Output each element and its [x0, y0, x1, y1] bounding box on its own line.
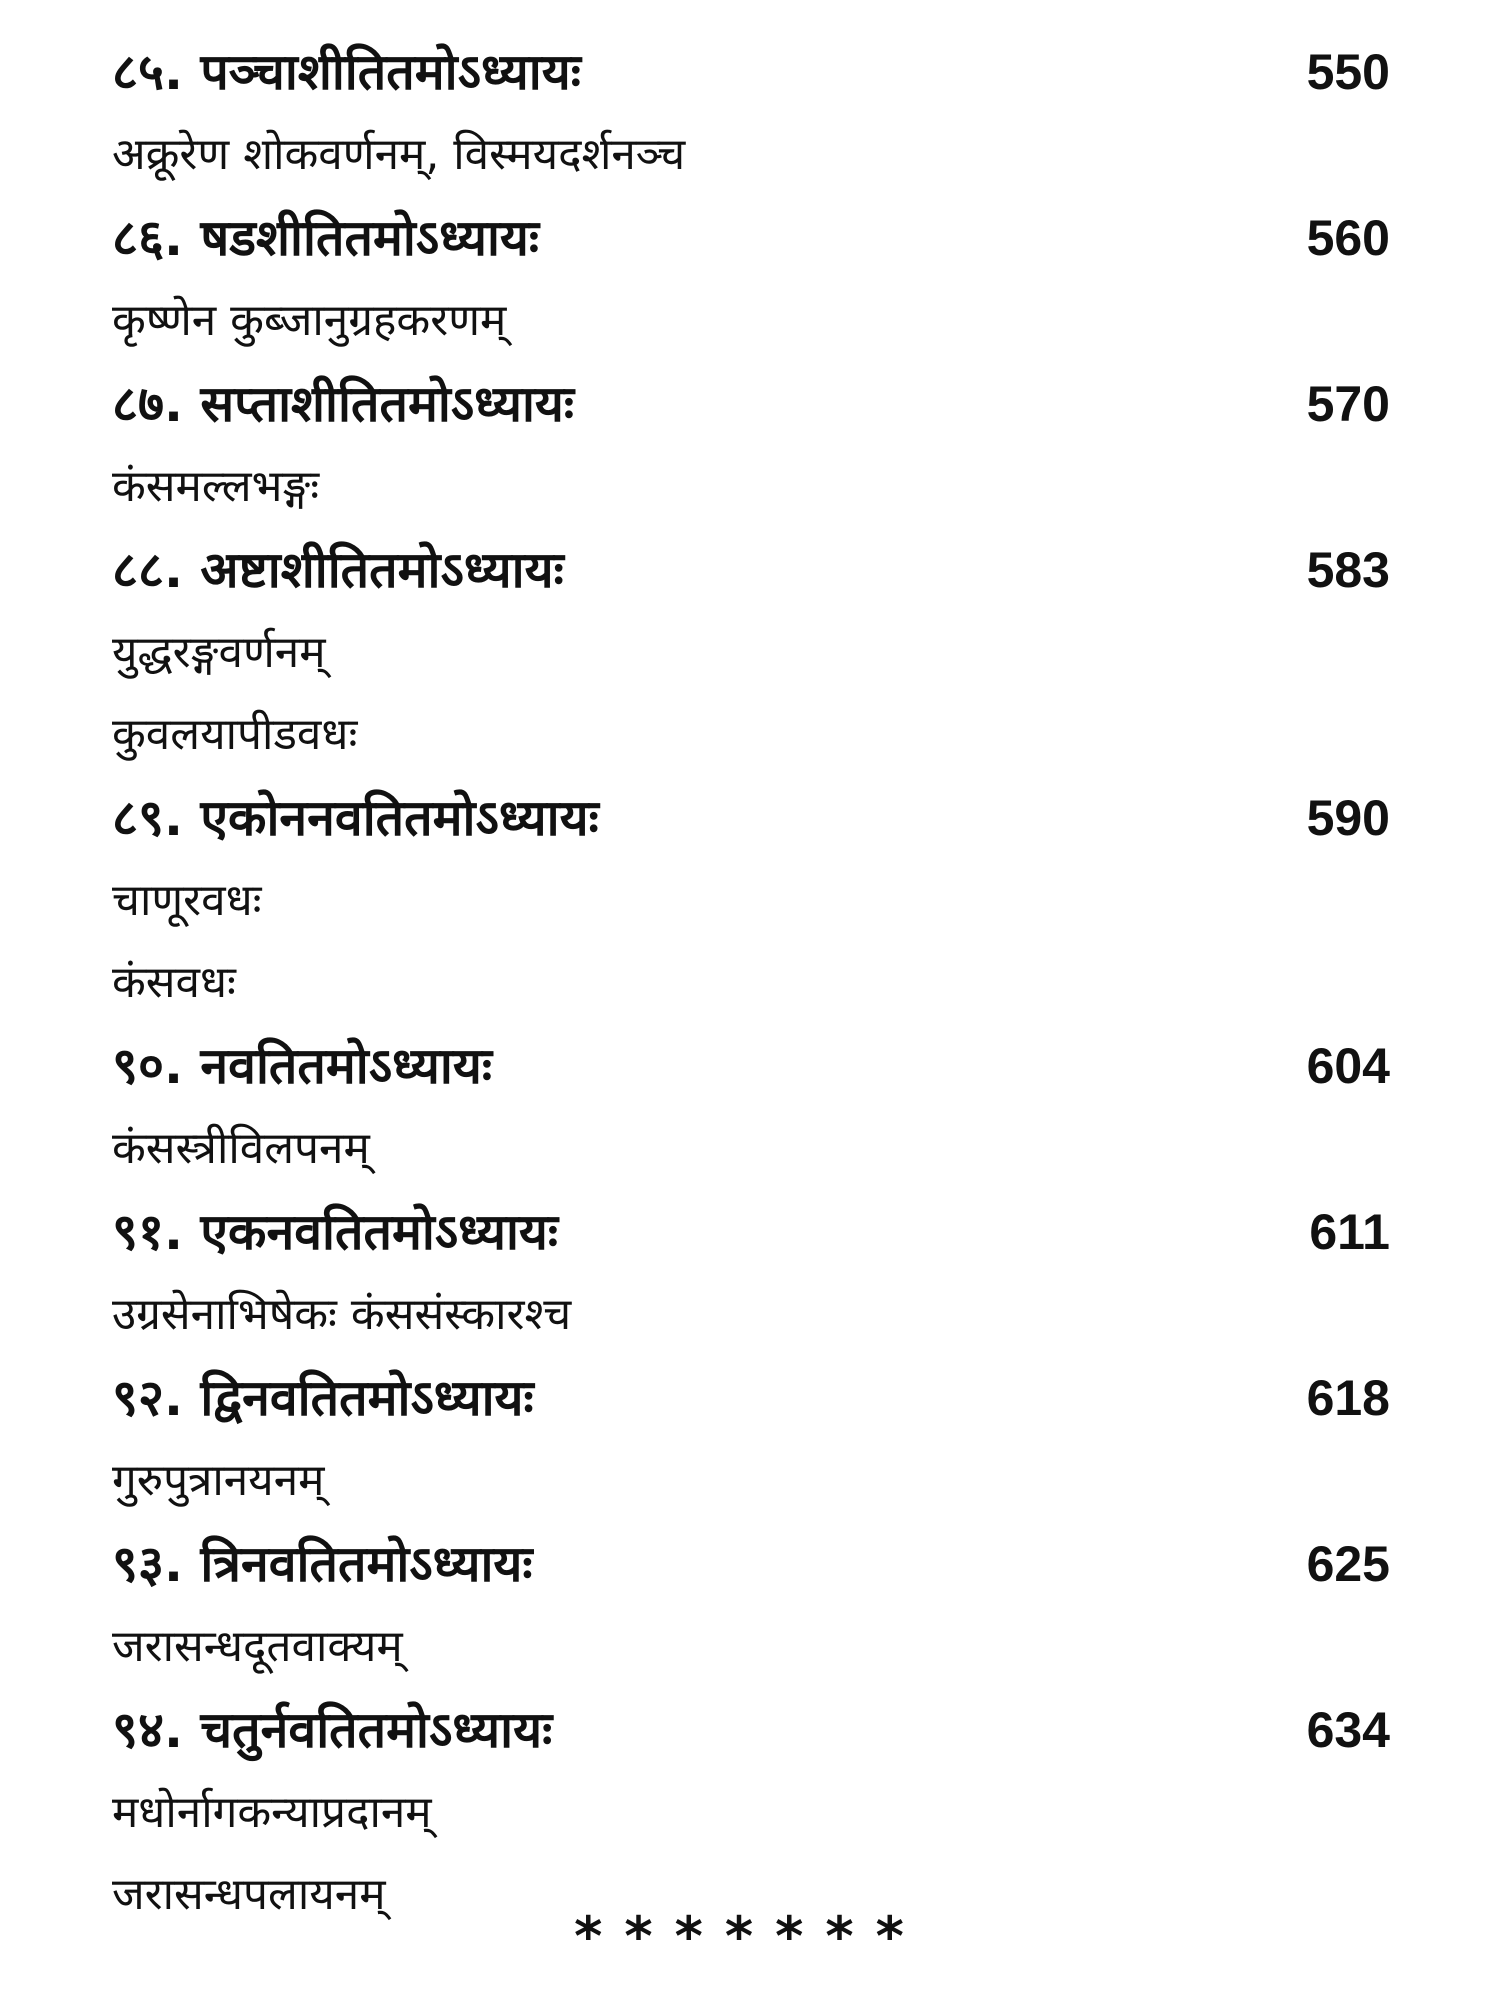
section-title: कृष्णेन कुब्जानुग्रहकरणम्: [112, 295, 507, 346]
chapter-page-number: 583: [1306, 542, 1390, 598]
chapter-page-number: 618: [1306, 1370, 1390, 1426]
section-title: मधोर्नागकन्याप्रदानम्: [112, 1787, 432, 1838]
chapter-page-number: 625: [1306, 1536, 1390, 1592]
section-title: अक्रूरेण शोकवर्णनम्, विस्मयदर्शनञ्च: [112, 129, 686, 180]
section-title: युद्धरङ्गवर्णनम्: [112, 627, 326, 678]
chapter-heading: [112, 776, 1390, 860]
section-title: गुरुपुत्रानयनम्: [112, 1455, 325, 1506]
chapter-title: ९०. नवतितमोऽध्यायः: [112, 1037, 492, 1095]
chapter-heading: [112, 1190, 1390, 1274]
chapter-title: ९३. त्रिनवतितमोऽध्यायः: [112, 1535, 533, 1593]
chapter-87: [112, 362, 1390, 528]
chapter-heading: [112, 1688, 1390, 1772]
chapter-85: [112, 30, 1390, 196]
chapter-page-number: 634: [1306, 1702, 1390, 1758]
chapter-title: ८८. अष्टाशीतितमोऽध्यायः: [112, 541, 564, 599]
chapter-heading: [112, 196, 1390, 280]
section-title: जरासन्धपलायनम्: [112, 1869, 386, 1920]
chapter-page-number: 611: [1309, 1204, 1390, 1260]
chapter-88: [112, 528, 1390, 776]
section-title: कंसवधः: [112, 957, 236, 1008]
chapter-title: ८७. सप्ताशीतितमोऽध्यायः: [112, 375, 575, 433]
chapter-page-number: 550: [1306, 44, 1390, 100]
chapter-title: ९१. एकनवतितमोऽध्यायः: [112, 1203, 559, 1261]
chapter-heading: [112, 1024, 1390, 1108]
chapter-heading: [112, 528, 1390, 612]
section-title: कंसमल्लभङ्गः: [112, 461, 320, 512]
chapter-90: [112, 1024, 1390, 1190]
chapter-93: [112, 1522, 1390, 1688]
chapter-page-number: 560: [1306, 210, 1390, 266]
table-of-contents: [112, 30, 1390, 1936]
chapter-86: [112, 196, 1390, 362]
chapter-89: [112, 776, 1390, 1024]
chapter-heading: [112, 30, 1390, 114]
chapter-title: ८६. षडशीतितमोऽध्यायः: [112, 209, 540, 267]
section-title: कंसस्त्रीविलपनम्: [112, 1123, 370, 1174]
chapter-title: ९२. द्विनवतितमोऽध्यायः: [112, 1369, 534, 1427]
section-title: कुवलयापीडवधः: [112, 709, 358, 760]
section-title: उग्रसेनाभिषेकः कंससंस्कारश्च: [112, 1289, 572, 1340]
chapter-title: ८९. एकोननवतितमोऽध्यायः: [112, 789, 599, 847]
chapter-page-number: 570: [1306, 376, 1390, 432]
chapter-91: [112, 1190, 1390, 1356]
chapter-92: [112, 1356, 1390, 1522]
chapter-heading: [112, 1522, 1390, 1606]
chapter-heading: [112, 1356, 1390, 1440]
end-ornament: *******: [574, 1905, 926, 1968]
section-title: चाणूरवधः: [112, 875, 262, 926]
chapter-title: ८५. पञ्चाशीतितमोऽध्यायः: [112, 43, 581, 101]
section-title: जरासन्धदूतवाक्यम्: [112, 1621, 403, 1672]
chapter-page-number: 604: [1306, 1038, 1390, 1094]
chapter-title: ९४. चतुर्नवतितमोऽध्यायः: [112, 1701, 553, 1759]
chapter-heading: [112, 362, 1390, 446]
chapter-page-number: 590: [1306, 790, 1390, 846]
chapter-94: [112, 1688, 1390, 1936]
